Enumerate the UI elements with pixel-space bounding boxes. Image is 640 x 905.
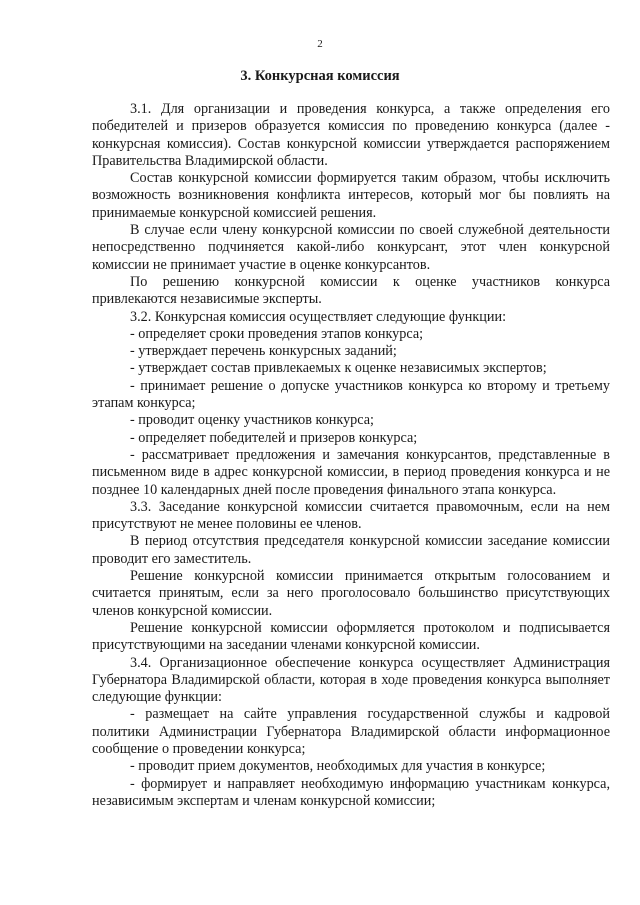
paragraph-chairman-absence: В период отсутствия председателя конкурсной комиссии заседание комиссии проводит его заместитель.	[92, 533, 610, 567]
list-item-information: - формирует и направляет необходимую информацию участникам конкурса, независимым экспертам и членам конкурсной комиссии;	[92, 775, 610, 809]
paragraph-3-1: 3.1. Для организации и проведения конкурса, а также определения его победителей и призеров образуется комиссия по проведению конкурса (далее - конкурсная комиссия). Состав конкурсной комиссии утверждается распоряжением Правительства Владимирской области.	[92, 101, 610, 169]
list-item-documents: - проводит прием документов, необходимых для участия в конкурсе;	[130, 758, 546, 775]
paragraph-voting: Решение конкурсной комиссии принимается открытым голосованием и считается принятым, если за него проголосовало большинство присутствующих членов конкурсной комиссии.	[92, 568, 610, 619]
list-item-admission: - принимает решение о допуске участников конкурса ко второму и третьему этапам конкурса;	[92, 377, 610, 412]
list-item-experts: - утверждает состав привлекаемых к оценке независимых экспертов;	[130, 360, 547, 377]
list-item-proposals: - рассматривает предложения и замечания конкурсантов, представленные в письменном виде в адрес конкурсной комиссии, в период проведения конкурса и не позднее 10 календарных дней после проведения финального этапа конкурса.	[92, 446, 610, 498]
paragraph-3-4: 3.4. Организационное обеспечение конкурса осуществляет Администрация Губернатора Владимирской области, которая в ходе проведения конкурса выполняет следующие функции:	[92, 654, 610, 706]
body-text	[92, 101, 610, 810]
list-item-deadlines: - определяет сроки проведения этапов конкурса;	[130, 325, 424, 342]
list-item-winners: - определяет победителей и призеров конкурса;	[130, 429, 418, 446]
paragraph-conflict-of-interest: В случае если члену конкурсной комиссии по своей служебной деятельности непосредственно подчиняется какой-либо конкурсант, этот член конкурсной комиссии не принимает участие в оценке конкурсантов.	[92, 222, 610, 273]
paragraph-commission-composition: Состав конкурсной комиссии формируется таким образом, чтобы исключить возможность возникновения конфликта интересов, который мог бы повлиять на принимаемые конкурсной комиссией решения.	[92, 170, 610, 221]
paragraph-protocol: Решение конкурсной комиссии оформляется протоколом и подписывается присутствующими на заседании членами конкурсной комиссии.	[92, 619, 610, 654]
list-item-tasks: - утверждает перечень конкурсных заданий;	[130, 343, 397, 360]
paragraph-3-3: 3.3. Заседание конкурсной комиссии считается правомочным, если на нем присутствуют не менее половины ее членов.	[92, 498, 610, 533]
page-number: 2	[317, 38, 323, 50]
list-item-publication: - размещает на сайте управления государственной службы и кадровой политики Администрации Губернатора Владимирской области информационное сообщение о проведении конкурса;	[92, 706, 610, 757]
paragraph-3-2: 3.2. Конкурсная комиссия осуществляет следующие функции:	[130, 308, 507, 325]
paragraph-independent-experts: По решению конкурсной комиссии к оценке участников конкурса привлекаются независимые эксперты.	[92, 273, 610, 308]
list-item-assessment: - проводит оценку участников конкурса;	[130, 412, 374, 429]
section-title: 3. Конкурсная комиссия	[240, 68, 400, 84]
